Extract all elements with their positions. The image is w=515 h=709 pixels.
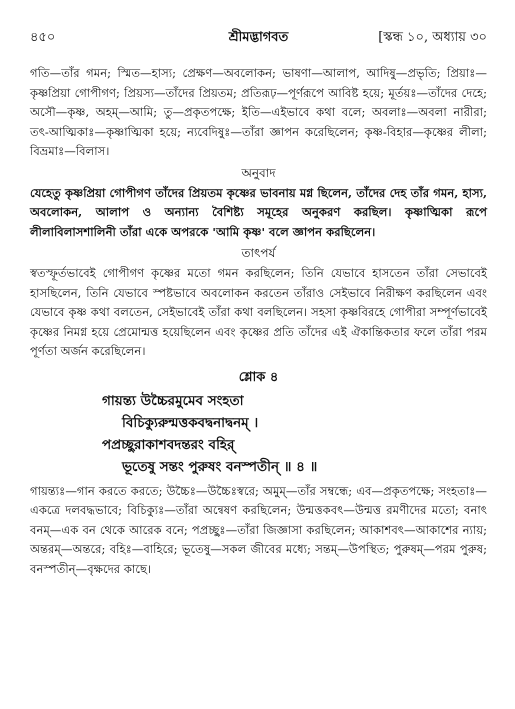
word-meanings-verse-4: গায়ন্ত্যঃ—গান করতে করতে; উচ্চৈঃ—উচ্চৈঃস্বরে; অমুম্—তাঁর সম্বন্ধে; এব—প্রকৃতপক্ষে; সংহতাঃ—একত্রে দলবদ্ধভাবে; বিচিক্যুঃ—তাঁরা অন্বেষণ করছিলেন; উন্মত্তকবৎ—উন্মত্ত রমণীদের মতো; বনাৎ বনম্—এক বন থেকে আরেক বনে; পপ্রচ্ছুঃ—তাঁরা জিজ্ঞাসা করছিলেন; আকাশবৎ—আকাশের ন্যায়; অন্তরম্—অন্তরে; বহিঃ—বাহিরে; ভূতেষু—সকল জীবের মধ্যে; সন্তম্—উপস্থিত; পুরুষম্—পরম পুরুষ; বনস্পতীন্—বৃক্ষদের কাছে। [30, 483, 487, 576]
book-title: শ্রীমদ্ভাগবত [228, 30, 289, 45]
verse-line-3: পপ্রচ্ছুরাকাশবদন্তরং বহির্ [102, 436, 235, 453]
verse-block [30, 368, 487, 478]
page-header [30, 28, 487, 48]
chapter-reference: [স্কন্ধ ১০, অধ্যায় ৩০ [378, 30, 487, 45]
verse-line-1: গায়ন্ত্য উচ্চৈরমুমেব সংহতা [102, 392, 244, 409]
verse-line-2: বিচিক্যুরুন্মত্তকবদ্বনাদ্বনম্ । [122, 414, 259, 431]
page-number: ৪৫০ [30, 30, 56, 45]
page-body [30, 64, 487, 579]
translation-heading: অনুবাদ [241, 165, 276, 180]
translation-text: যেহেতু কৃষ্ণপ্রিয়া গোপীগণ তাঁদের প্রিয়তম কৃষ্ণের ভাবনায় মগ্ন ছিলেন, তাঁদের দেহ তাঁর গমন, হাস্য, অবলোকন, আলাপ ও অন্যান্য বৈশিষ্ট্য সমূহের অনুকরণ করছিল। কৃষ্ণাত্মিকা রূপে লীলাবিলাসশালিনী তাঁরা একে অপরকে 'আমি কৃষ্ণ' বলে জ্ঞাপন করছিলেন। [30, 185, 487, 239]
purport-heading: তাৎপর্য [241, 246, 276, 261]
verse-line-4: ভূতেষু সন্তং পুরুষং বনস্পতীন্ ॥ ৪ ॥ [122, 458, 318, 475]
purport-text: স্বতস্ফূর্তভাবেই গোপীগণ কৃষ্ণের মতো গমন করছিলেন; তিনি যেভাবে হাসতেন তাঁরা সেভাবেই হাসছিলেন, তিনি যেভাবে স্পষ্টভাবে অবলোকন করতেন তাঁরাও সেইভাবে নিরীক্ষণ করছিলেন এবং যেভাবে কৃষ্ণ কথা বলতেন, সেইভাবেই তাঁরা কথা বলছিলেন। সহসা কৃষ্ণবিরহে গোপীরা সম্পূর্ণভাবেই কৃষ্ণের নিমগ্ন হয়ে প্রেমোন্মত্ত হয়েছিলেন এবং কৃষ্ণের প্রতি তাঁদের এই ঐকান্তিকতার ফলে তাঁরা পরম পূর্ণতা অর্জন করেছিলেন। [30, 265, 487, 359]
word-meanings-previous-verse: গতি—তাঁর গমন; স্মিত—হাস্য; প্রেক্ষণ—অবলোকন; ভাষণা—আলাপ, আদিষু—প্রভৃতি; প্রিয়াঃ—কৃষ্ণপ্রিয়া গোপীগণ; প্রিয়স্য—তাঁদের প্রিয়তম; প্রতিরূঢ়—পূর্ণরূপে আবিষ্ট হয়ে; মূর্তয়ঃ—তাঁদের দেহে; অসৌ—কৃষ্ণ, অহম্—আমি; তু—প্রকৃতপক্ষে; ইতি—এইভাবে কথা বলে; অবলাঃ—অবলা নারীরা; তৎ-আত্মিকাঃ—কৃষ্ণাত্মিকা হয়ে; ন্যবেদিষুঃ—তাঁরা জ্ঞাপন করেছিলেন; কৃষ্ণ-বিহার—কৃষ্ণের লীলা; বিভ্রমাঃ—বিলাস। [30, 66, 487, 159]
verse-heading: শ্লোক ৪ [238, 369, 279, 385]
